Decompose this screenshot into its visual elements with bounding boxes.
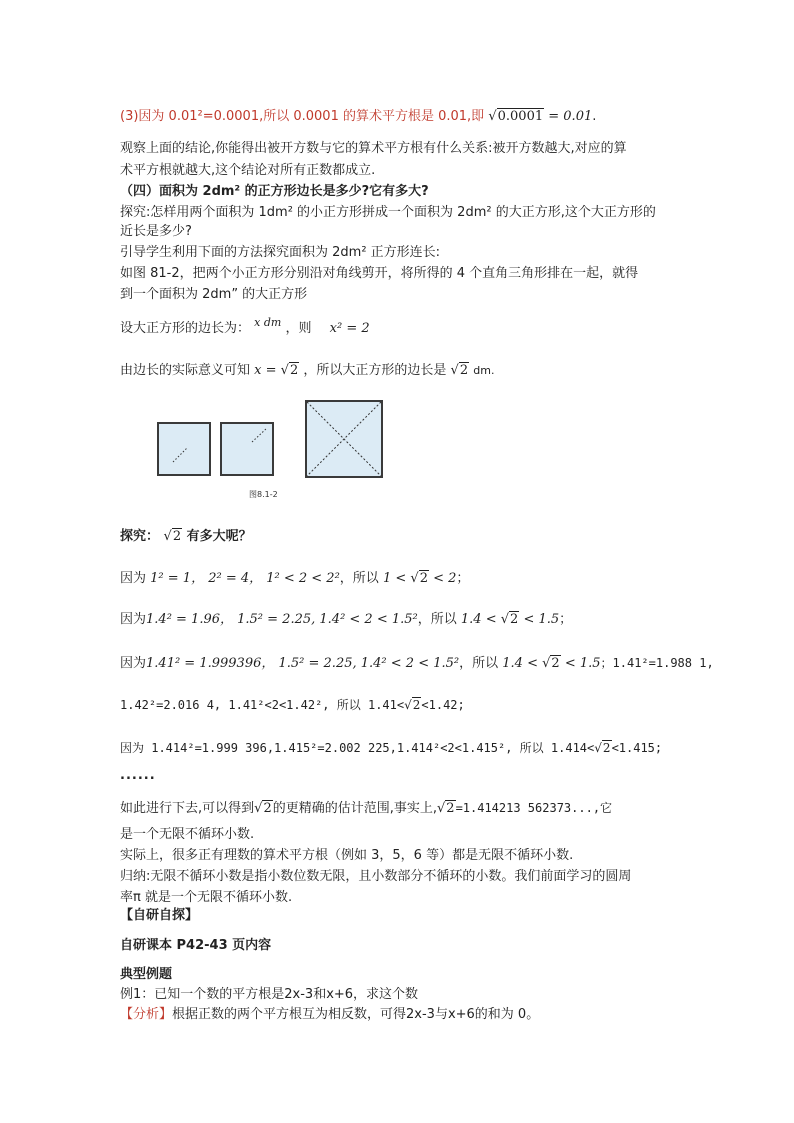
sqrt-example-text: (3)因为 0.01²=0.0001,所以 0.0001 的算术平方根是 0.01,即 [120,109,485,124]
figure-diagonals [157,400,397,480]
side-meaning-line: 由边长的实际意义可知 x = √2 ，所以大正方形的边长是 √2 dm. [120,363,495,378]
estimate-step-3: 因为1.41² = 1.999396， 1.5² = 2.25, 1.4² < 2 < 1.5²，所以 1.4 < √2 < 1.5；1.41²=1.988 1, [120,656,714,671]
summary-line-2: 率π 就是一个无限不循环小数. [120,890,293,905]
guide-line: 引导学生利用下面的方法探究面积为 2dm² 正方形连长: [120,245,441,260]
figure-text-2: 到一个面积为 2dm” 的大正方形 [120,287,308,302]
estimate-step-4: 因为 1.414²=1.999 396,1.415²=2.002 225,1.414²<2<1.415², 所以 1.414<√2<1.415; [120,741,663,755]
conclusion-line-2: 是一个无限不循环小数. [120,827,255,842]
example-1: 例1：已知一个数的平方根是2x-3和x+6，求这个数 [120,987,419,1002]
observation-line-1: 观察上面的结论,你能得出被开方数与它的算术平方根有什么关系:被开方数越大,对应的算 [120,141,627,156]
summary-line-1: 归纳:无限不循环小数是指小数位数无限，且小数部分不循环的小数。我们前面学习的圆周 [120,869,632,884]
example-heading: 典型例题 [120,967,173,982]
sqrt-expression: √0.0001 [488,109,544,124]
estimate-step-2: 因为1.4² = 1.96， 1.5² = 2.25, 1.4² < 2 < 1.5²，所以 1.4 < √2 < 1.5； [120,612,573,627]
section-4-title: （四）面积为 2dm² 的正方形边长是多少?它有多大? [120,184,429,199]
fact-line: 实际上，很多正有理数的算术平方根（例如 3，5，6 等）都是无限不循环小数. [120,848,574,863]
small-square-2-diagonal [252,428,267,442]
analysis-line: 【分析】根据正数的两个平方根互为相反数，可得2x-3与x+6的和为 0。 [120,1007,540,1022]
figure-text-1: 如图 81-2，把两个小正方形分别沿对角线剪开，将所得的 4 个直角三角形排在一起，就得 [120,266,639,281]
explore-line-2: 近长是多少? [120,224,192,239]
estimate-step-1: 因为 1² = 1， 2² = 4， 1² < 2 < 2²，所以 1 < √2 < 2； [120,571,470,586]
ellipsis: ...... [120,768,156,783]
self-study-heading: 【自研自探】 [120,908,199,923]
conclusion-line-1: 如此进行下去,可以得到√2的更精确的估计范围,事实上,√2=1.414213 562373...,它 [120,801,613,816]
sqrt-example-line: (3)因为 0.01²=0.0001,所以 0.0001 的算术平方根是 0.01,即 √0.0001 = 0.01. [120,109,597,124]
small-square-1-diagonal [173,448,187,462]
analysis-tag: 【分析】 [120,1007,173,1022]
explore-sqrt2-line: 探究： √2 有多大呢？ [120,529,252,544]
self-study-content: 自研课本 P42-43 页内容 [120,938,272,953]
observation-line-2: 术平方根就越大,这个结论对所有正数都成立. [120,163,376,178]
set-side-line: 设大正方形的边长为： $^{x dm}$ ，则 x² = 2 [120,316,370,336]
explore-line-1: 探究:怎样用两个面积为 1dm² 的小正方形拼成一个面积为 2dm² 的大正方形,这个大正方形的 [120,205,656,220]
figure-caption: 图8.1-2 [249,490,278,499]
estimate-step-3b: 1.42²=2.016 4, 1.41²<2<1.42², 所以 1.41<√2<1.42; [120,698,465,712]
sqrt-result: = 0.01 [548,109,593,124]
